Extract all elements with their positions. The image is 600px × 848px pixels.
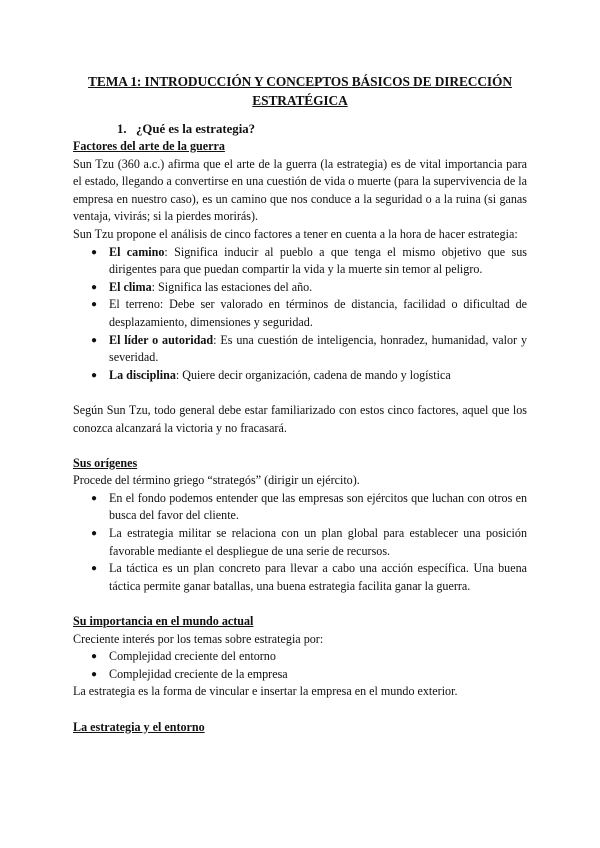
item-bold: La disciplina <box>109 367 176 382</box>
section-title: ¿Qué es la estrategia? <box>136 122 256 136</box>
bullet-icon: ● <box>91 563 98 575</box>
origenes-intro: Procede del término griego “strategós” (dirigir un ejército). <box>73 473 360 488</box>
list-item <box>91 367 527 385</box>
list-item <box>91 560 527 595</box>
factores-closing: Según Sun Tzu, todo general debe estar familiarizado con estos cinco factores, aquel que los conozca alcanzará la victoria y no fracasará. <box>73 402 527 435</box>
factores-list <box>73 244 527 385</box>
factores-intro: Sun Tzu (360 a.c.) afirma que el arte de la guerra (la estrategia) es de vital importancia para el estado, llegando a convertirse en una cuestión de vida o muerte (para la supervivencia de la empresa en nuestro caso), es un camino que nos conduce a la seguridad o a la ruina (si ganas ventaja, vivirás; si la pierdes morirás). <box>73 156 527 224</box>
list-item <box>91 490 527 525</box>
list-item <box>91 244 527 279</box>
importancia-intro: Creciente interés por los temas sobre estrategia por: <box>73 631 324 646</box>
entorno-heading: La estrategia y el entorno <box>73 719 205 734</box>
list-item <box>91 666 527 684</box>
list-item <box>91 525 527 560</box>
section-1-heading <box>117 120 527 138</box>
list-item <box>91 332 527 367</box>
item-bold: El líder o autoridad <box>109 332 214 347</box>
bullet-icon: ● <box>91 651 98 663</box>
item-bold: El camino <box>109 244 165 259</box>
bullet-icon: ● <box>91 528 98 540</box>
bullet-icon: ● <box>91 299 98 311</box>
section-number: 1. <box>117 122 127 136</box>
importancia-list <box>73 648 527 683</box>
bullet-icon: ● <box>91 334 98 346</box>
bullet-icon: ● <box>91 668 98 680</box>
item-text: La estrategia militar se relaciona con un plan global para establecer una posición favorable mediante el despliegue de una serie de recursos. <box>109 526 527 558</box>
item-text: : Quiere decir organización, cadena de mando y logística <box>175 367 451 382</box>
item-text: El terreno: Debe ser valorado en términos de distancia, facilidad o dificultad de desplazamiento, dimensiones y seguridad. <box>109 297 527 329</box>
factores-heading: Factores del arte de la guerra <box>73 139 225 153</box>
spacer <box>73 384 527 402</box>
item-bold: El clima <box>109 279 152 294</box>
item-text: : Significa las estaciones del año. <box>151 279 313 294</box>
item-text: : Significa inducir al pueblo a que tenga el mismo objetivo que sus dirigentes para que puedan compartir la vida y la muerte sin temor al peligro. <box>109 244 527 277</box>
origenes-heading: Sus orígenes <box>73 455 138 470</box>
document-page <box>73 72 527 736</box>
spacer <box>73 701 527 719</box>
bullet-icon: ● <box>91 246 98 258</box>
item-text: Complejidad creciente del entorno <box>109 649 276 664</box>
importancia-heading: Su importancia en el mundo actual <box>73 614 254 629</box>
item-text: La táctica es un plan concreto para llevar a cabo una acción específica. Una buena táctica permite ganar batallas, una buena estrategia facilita ganar la guerra. <box>109 561 527 593</box>
item-text: : Es una cuestión de inteligencia, honradez, humanidad, valor y severidad. <box>109 332 527 365</box>
bullet-icon: ● <box>91 369 98 381</box>
item-text: Complejidad creciente de la empresa <box>109 666 288 681</box>
factores-intro-2: Sun Tzu propone el análisis de cinco factores a tener en cuenta a la hora de hacer estrategia: <box>73 226 518 241</box>
bullet-icon: ● <box>91 281 98 293</box>
document-title: TEMA 1: INTRODUCCIÓN Y CONCEPTOS BÁSICOS DE DIRECCIÓN ESTRATÉGICA <box>88 74 512 108</box>
list-item <box>91 648 527 666</box>
list-item <box>91 296 527 331</box>
importancia-closing: La estrategia es la forma de vincular e insertar la empresa en el mundo exterior. <box>73 684 458 699</box>
list-item <box>91 279 527 297</box>
origenes-list <box>73 490 527 596</box>
spacer <box>73 595 527 613</box>
spacer <box>73 437 527 455</box>
item-text: En el fondo podemos entender que las empresas son ejércitos que luchan con otros en busca del favor del cliente. <box>109 490 527 523</box>
bullet-icon: ● <box>91 492 98 504</box>
